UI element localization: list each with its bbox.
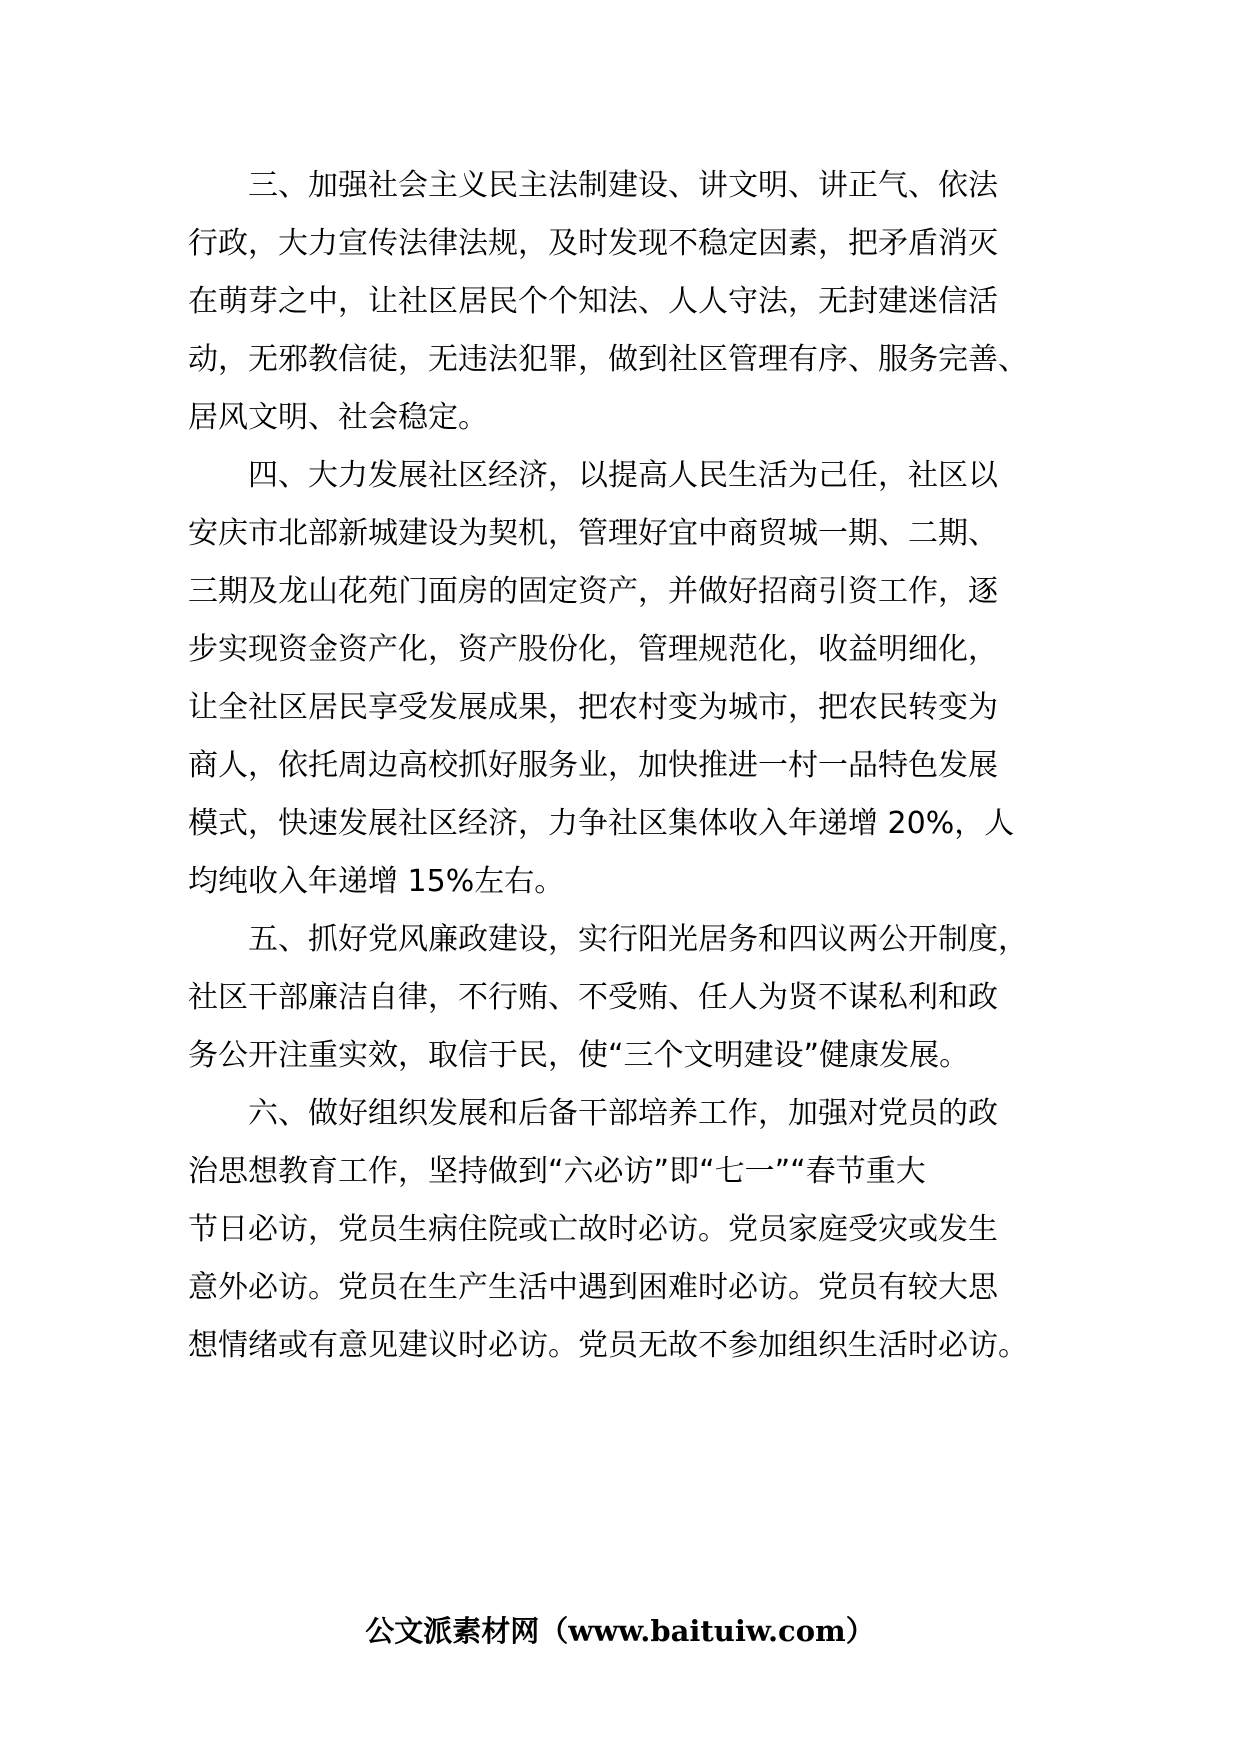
body-text-line: 务公开注重实效，取信于民，使“三个文明建设”健康发展。	[188, 1038, 970, 1073]
body-text-line: 步实现资金资产化，资产股份化，管理规范化，收益明细化，	[188, 632, 998, 667]
body-text-line: 安庆市北部新城建设为契机，管理好宜中商贸城一期、二期、	[188, 516, 998, 551]
body-text-line: 四、大力发展社区经济，以提高人民生活为己任，社区以	[188, 458, 998, 493]
footer-source-text: 公文派素材网（www.baituiw.com）	[365, 1614, 875, 1648]
body-text-line: 治思想教育工作，坚持做到“六必访”即“七一”“春节重大	[188, 1154, 926, 1189]
body-text-line: 行政，大力宣传法律法规，及时发现不稳定因素，把矛盾消灭	[188, 226, 998, 261]
body-text-line: 让全社区居民享受发展成果，把农村变为城市，把农民转变为	[188, 690, 998, 725]
body-text-line: 六、做好组织发展和后备干部培养工作，加强对党员的政	[188, 1096, 998, 1131]
body-text-line: 意外必访。党员在生产生活中遇到困难时必访。党员有较大思	[188, 1270, 998, 1305]
body-text-line: 模式，快速发展社区经济，力争社区集体收入年递增 20%，人	[188, 806, 1015, 841]
body-text-line: 三、加强社会主义民主法制建设、讲文明、讲正气、依法	[188, 168, 998, 203]
body-text-line: 想情绪或有意见建议时必访。党员无故不参加组织生活时必访。	[188, 1328, 1028, 1363]
body-text-line: 三期及龙山花苑门面房的固定资产，并做好招商引资工作，逐	[188, 574, 998, 609]
body-text-line: 商人，依托周边高校抓好服务业，加快推进一村一品特色发展	[188, 748, 998, 783]
body-text-line: 在萌芽之中，让社区居民个个知法、人人守法，无封建迷信活	[188, 284, 998, 319]
body-text-line: 均纯收入年递增 15%左右。	[188, 864, 565, 899]
body-text-line: 五、抓好党风廉政建设，实行阳光居务和四议两公开制度，	[188, 922, 1028, 957]
body-text-line: 社区干部廉洁自律，不行贿、不受贿、任人为贤不谋私利和政	[188, 980, 998, 1015]
body-text-line: 居风文明、社会稳定。	[188, 400, 488, 435]
body-text-line: 动，无邪教信徒，无违法犯罪，做到社区管理有序、服务完善、	[188, 342, 1028, 377]
body-text-line: 节日必访，党员生病住院或亡故时必访。党员家庭受灾或发生	[188, 1212, 998, 1247]
